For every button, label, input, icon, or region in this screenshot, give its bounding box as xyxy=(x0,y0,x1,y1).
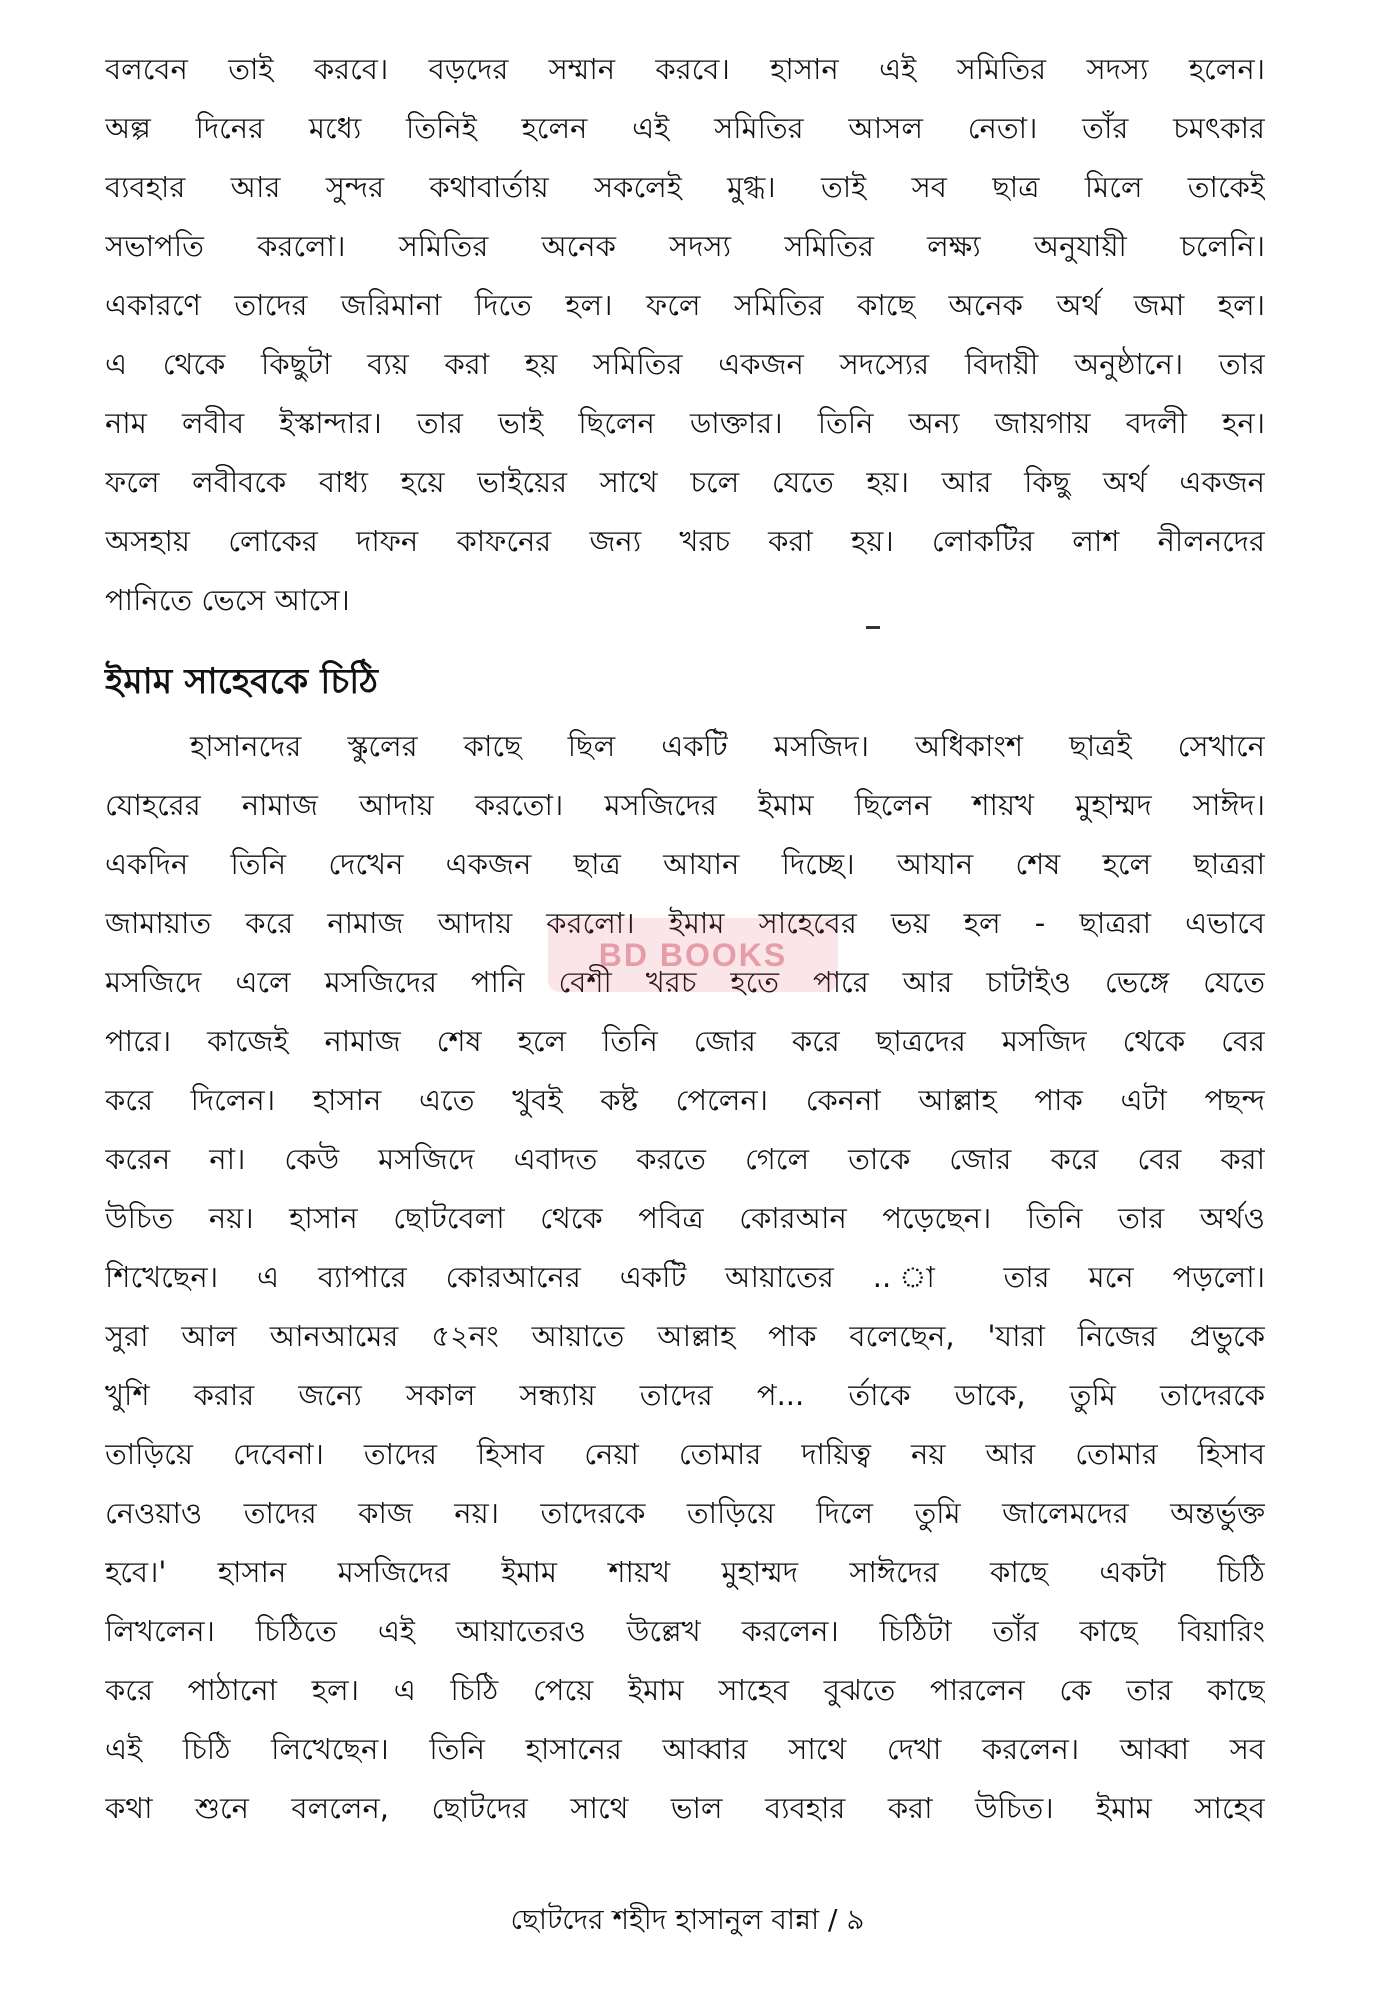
text-line: মসজিদে এলে মসজিদের পানি বেশী খরচ হতে পারে আর চাটাইও ভেঙ্গে যেতে xyxy=(105,965,1265,999)
text-line: লিখলেন। চিঠিতে এই আয়াতেরও উল্লেখ করলেন। চিঠিটা তাঁর কাছে বিয়ারিং xyxy=(105,1614,1265,1648)
text-line: অল্প দিনের মধ্যে তিনিই হলেন এই সমিতির আসল নেতা। তাঁর চমৎকার xyxy=(105,111,1265,145)
text-line: একারণে তাদের জরিমানা দিতে হল। ফলে সমিতির কাছে অনেক অর্থ জমা হল। xyxy=(105,288,1265,322)
text-line: কথা শুনে বললেন, ছোটদের সাথে ভাল ব্যবহার করা উচিত। ইমাম সাহেব xyxy=(105,1791,1265,1825)
text-line: এই চিঠি লিখেছেন। তিনি হাসানের আব্বার সাথে দেখা করলেন। আব্বা সব xyxy=(105,1732,1265,1766)
text-line: বলবেন তাই করবে। বড়দের সম্মান করবে। হাসান এই সমিতির সদস্য হলেন। xyxy=(105,52,1265,86)
text-line: করে পাঠানো হল। এ চিঠি পেয়ে ইমাম সাহেব বুঝতে পারলেন কে তার কাছে xyxy=(105,1673,1265,1707)
text-line: অসহায় লোকের দাফন কাফনের জন্য খরচ করা হয়। লোকটির লাশ নীলনদের xyxy=(105,524,1265,558)
text-line: সভাপতি করলো। সমিতির অনেক সদস্য সমিতির লক্ষ্য অনুযায়ী চলেনি। xyxy=(105,229,1265,263)
watermark-text: BD BOOKS xyxy=(598,936,788,973)
text-line: তাড়িয়ে দেবেনা। তাদের হিসাব নেয়া তোমার দায়িত্ব নয় আর তোমার হিসাব xyxy=(105,1437,1265,1471)
text-line: খুশি করার জন্যে সকাল সন্ধ্যায় তাদের প... র্তাকে ডাকে, তুমি তাদেরকে xyxy=(105,1378,1265,1412)
text-line: ব্যবহার আর সুন্দর কথাবার্তায় সকলেই মুগ্ধ। তাই সব ছাত্র মিলে তাকেই xyxy=(105,170,1265,204)
text-line: করে দিলেন। হাসান এতে খুবই কষ্ট পেলেন। কেননা আল্লাহ পাক এটা পছন্দ xyxy=(105,1083,1265,1117)
text-line: একদিন তিনি দেখেন একজন ছাত্র আযান দিচ্ছে। আযান শেষ হলে ছাত্ররা xyxy=(105,847,1265,881)
text-line: সুরা আল আনআমের ৫২নং আয়াতে আল্লাহ পাক বলেছেন, 'যারা নিজের প্রভুকে xyxy=(105,1319,1265,1353)
page-footer: ছোটদের শহীদ হাসানুল বান্না / ৯ xyxy=(510,1903,865,1936)
text-line: জামায়াত করে নামাজ আদায় করলো। ইমাম সাহেবের ভয় হল - ছাত্ররা এভাবে xyxy=(105,906,1265,940)
text-line: নাম লবীব ইস্কান্দার। তার ভাই ছিলেন ডাক্তার। তিনি অন্য জায়গায় বদলী হন। xyxy=(105,406,1265,440)
text-line: যোহরের নামাজ আদায় করতো। মসজিদের ইমাম ছিলেন শায়খ মুহাম্মদ সাঈদ। xyxy=(105,788,1265,822)
text-line: নেওয়াও তাদের কাজ নয়। তাদেরকে তাড়িয়ে দিলে তুমি জালেমদের অন্তর্ভুক্ত xyxy=(105,1496,1265,1530)
text-line: হবে।' হাসান মসজিদের ইমাম শায়খ মুহাম্মদ সাঈদের কাছে একটা চিঠি xyxy=(105,1555,1265,1589)
text-line: শিখেছেন। এ ব্যাপারে কোরআনের একটি আয়াতের .. া তার মনে পড়লো। xyxy=(105,1260,1265,1294)
text-line: ফলে লবীবকে বাধ্য হয়ে ভাইয়ের সাথে চলে যেতে হয়। আর কিছু অর্থ একজন xyxy=(105,465,1265,499)
text-line: হাসানদের স্কুলের কাছে ছিল একটি মসজিদ। অধিকাংশ ছাত্রই সেখানে xyxy=(190,729,1265,763)
text-line: উচিত নয়। হাসান ছোটবেলা থেকে পবিত্র কোরআন পড়েছেন। তিনি তার অর্থও xyxy=(105,1201,1265,1235)
paragraph-intro xyxy=(105,40,1265,630)
text-line: করেন না। কেউ মসজিদে এবাদত করতে গেলে তাকে জোর করে বের করা xyxy=(105,1142,1265,1176)
paragraph-imam-letter xyxy=(105,717,1265,1838)
text-line: পারে। কাজেই নামাজ শেষ হলে তিনি জোর করে ছাত্রদের মসজিদ থেকে বের xyxy=(105,1024,1265,1058)
text-line: এ থেকে কিছুটা ব্যয় করা হয় সমিতির একজন সদস্যের বিদায়ী অনুষ্ঠানে। তার xyxy=(105,347,1265,381)
text-line: পানিতে ভেসে আসে। xyxy=(105,583,350,617)
print-speck xyxy=(866,626,880,629)
section-heading: ইমাম সাহেবকে চিঠি xyxy=(105,662,378,702)
